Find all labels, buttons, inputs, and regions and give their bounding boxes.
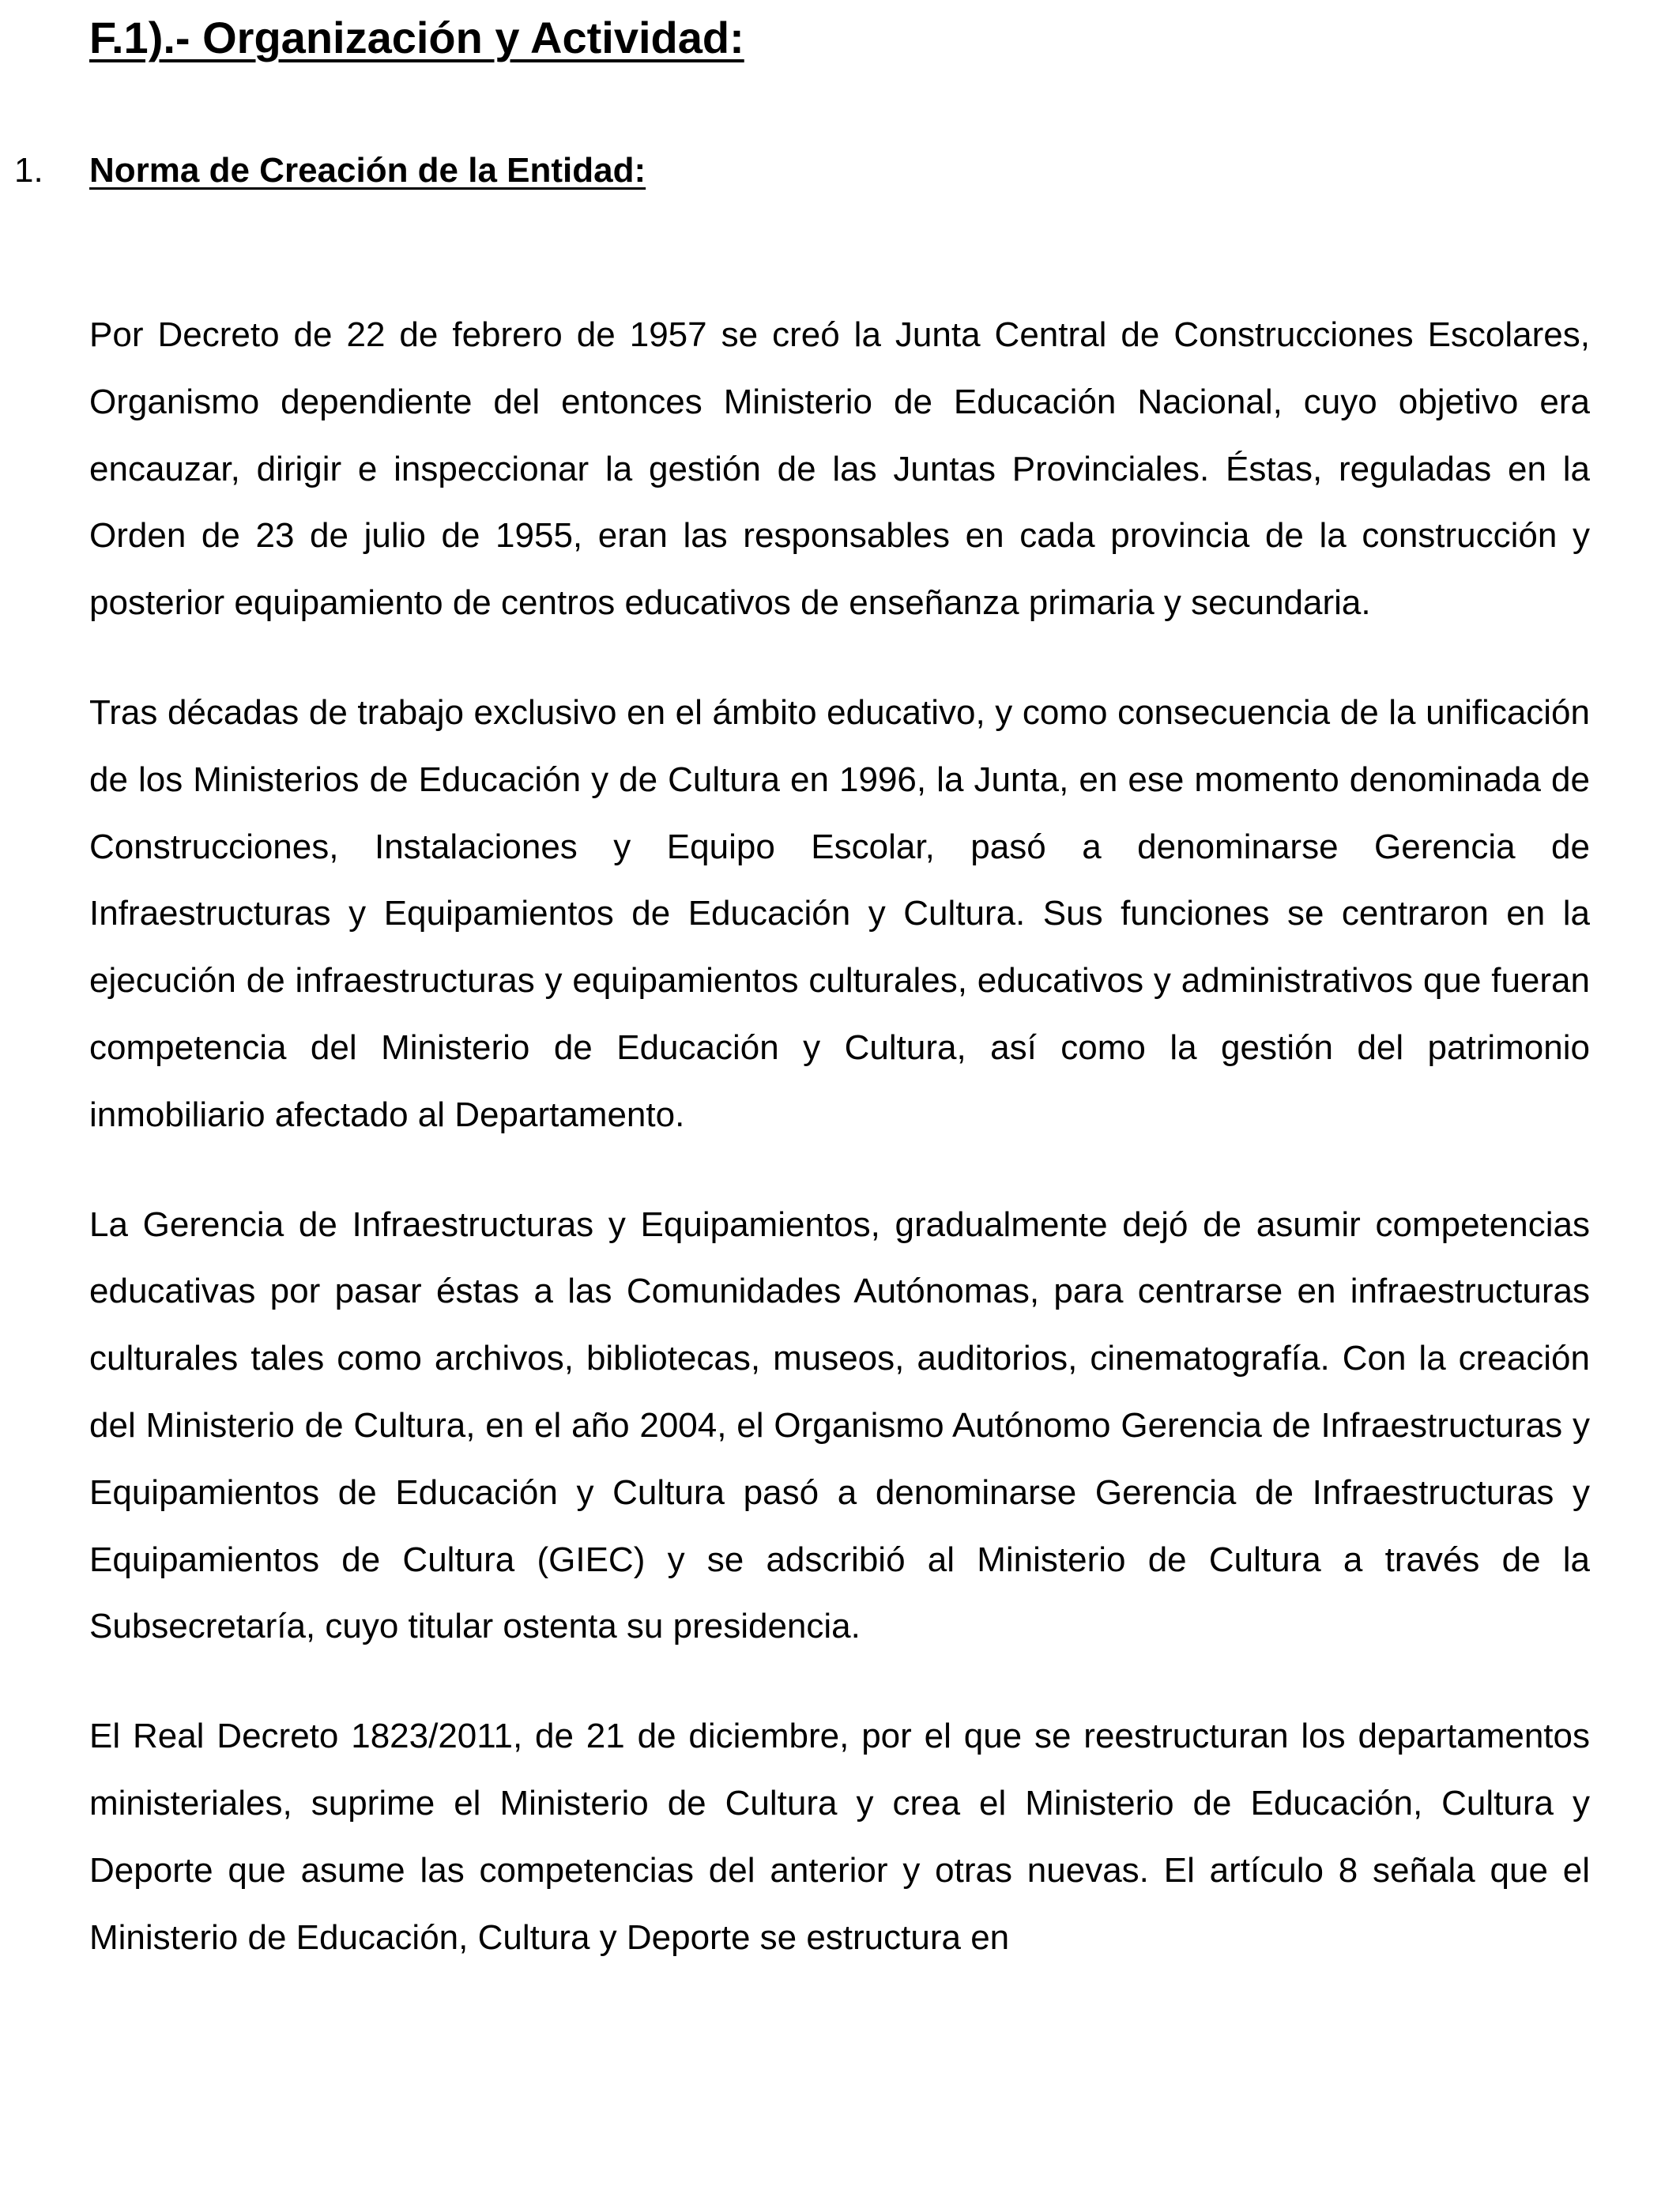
document-body xyxy=(89,302,1590,2014)
section-heading xyxy=(0,142,1680,199)
paragraph: Tras décadas de trabajo exclusivo en el ámbito educativo, y como consecuencia de la unificación de los Ministerios de Educación y de Cultura en 1996, la Junta, en ese momento denominada de Construcciones, Instalaciones y Equipo Escolar, pasó a denominarse Gerencia de Infraestructuras y Equipamientos de Educación y Cultura. Sus funciones se centraron en la ejecución de infraestructuras y equipamientos culturales, educativos y administrativos que fueran competencia del Ministerio de Educación y Cultura, así como la gestión del patrimonio inmobiliario afectado al Departamento. xyxy=(89,692,1590,1134)
main-heading: F.1).- Organización y Actividad: xyxy=(89,13,744,62)
section-number: 1. xyxy=(14,151,43,190)
section-title: Norma de Creación de la Entidad: xyxy=(89,151,646,190)
paragraph: Por Decreto de 22 de febrero de 1957 se creó la Junta Central de Construcciones Escolares, Organismo dependiente del entonces Ministerio de Educación Nacional, cuyo objetivo era encauzar, dirigir e inspeccionar la gestión de las Juntas Provinciales. Éstas, reguladas en la Orden de 23 de julio de 1955, eran las responsables en cada provincia de la construcción y posterior equipamiento de centros educativos de enseñanza primaria y secundaria. xyxy=(89,315,1590,623)
paragraph: El Real Decreto 1823/2011, de 21 de diciembre, por el que se reestructuran los departamentos ministeriales, suprime el Ministerio de Cultura y crea el Ministerio de Educación, Cultura y Deporte que asume las competencias del anterior y otras nuevas. El artículo 8 señala que el Ministerio de Educación, Cultura y Deporte se estructura en xyxy=(89,1717,1590,1957)
paragraph: La Gerencia de Infraestructuras y Equipamientos, gradualmente dejó de asumir competencias educativas por pasar éstas a las Comunidades Autónomas, para centrarse en infraestructuras culturales tales como archivos, bibliotecas, museos, auditorios, cinematografía. Con la creación del Ministerio de Cultura, en el año 2004, el Organismo Autónomo Gerencia de Infraestructuras y Equipamientos de Educación y Cultura pasó a denominarse Gerencia de Infraestructuras y Equipamientos de Cultura (GIEC) y se adscribió al Ministerio de Cultura a través de la Subsecretaría, cuyo titular ostenta su presidencia. xyxy=(89,1204,1590,1646)
